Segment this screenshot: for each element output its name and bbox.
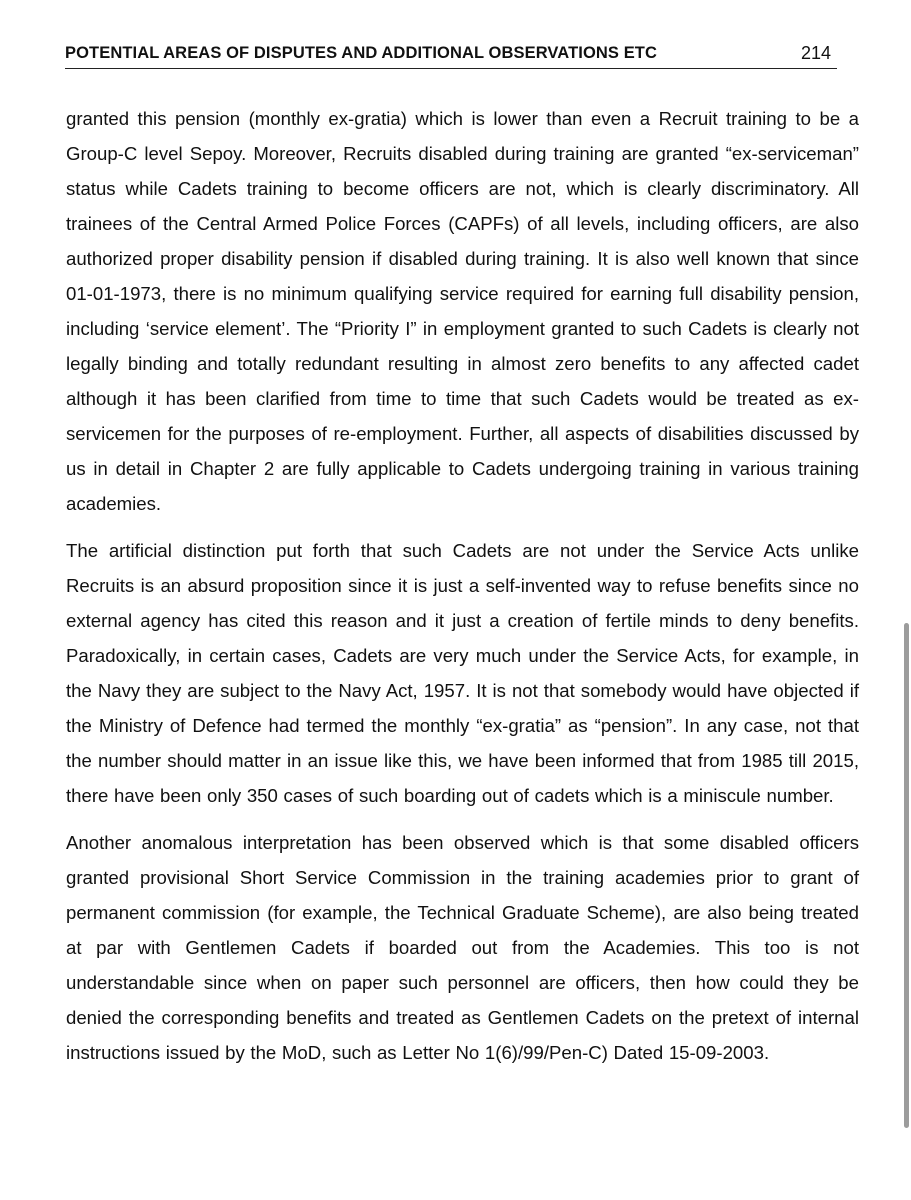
paragraph-1: granted this pension (monthly ex-gratia) which is lower than even a Recruit training to be a Group-C level Sepoy. Moreover, Recruits disabled during training are granted “ex-serviceman” status while Cadets training to become officers are not, which is clearly discriminatory. All trainees of the Central Armed Police Forces (CAPFs) of all levels, including officers, are also authorized proper disability pension if disabled during training. It is also well known that since 01-01-1973, there is no minimum qualifying service required for earning full disability pension, including ‘service element’. The “Priority I” in employment granted to such Cadets is clearly not legally binding and totally redundant resulting in almost zero benefits to any affected cadet although it has been clarified from time to time that such Cadets would be treated as ex-servicemen for the purposes of re-employment. Further, all aspects of disabilities discussed by us in detail in Chapter 2 are fully applicable to Cadets undergoing training in various training academies. (66, 108, 859, 514)
page-number: 214 (800, 43, 831, 63)
paragraph-3: Another anomalous interpretation has been observed which is that some disabled officers granted provisional Short Service Commission in the training academies prior to grant of permanent commission (for example, the Technical Graduate Scheme), are also being treated at par with Gentlemen Cadets if boarded out from the Academies. This too is not understandable since when on paper such personnel are officers, then how could they be denied the corresponding benefits and treated as Gentlemen Cadets on the pretext of internal instructions issued by the MoD, such as Letter No 1(6)/99/Pen-C) Dated 15-09-2003. (66, 832, 859, 1063)
header-title: POTENTIAL AREAS OF DISPUTES AND ADDITIONAL OBSERVATIONS ETC (65, 44, 657, 62)
page-header (65, 40, 837, 69)
vertical-scrollbar[interactable] (904, 623, 909, 1128)
document-body (66, 101, 859, 1082)
paragraph-2: The artificial distinction put forth that such Cadets are not under the Service Acts unlike Recruits is an absurd proposition since it is just a self-invented way to refuse benefits since no external agency has cited this reason and it just a creation of fertile minds to deny benefits. Paradoxically, in certain cases, Cadets are very much under the Service Acts, for example, in the Navy they are subject to the Navy Act, 1957. It is not that somebody would have objected if the Ministry of Defence had termed the monthly “ex-gratia” as “pension”. In any case, not that the number should matter in an issue like this, we have been informed that from 1985 till 2015, there have been only 350 cases of such boarding out of cadets which is a miniscule number. (66, 540, 859, 806)
